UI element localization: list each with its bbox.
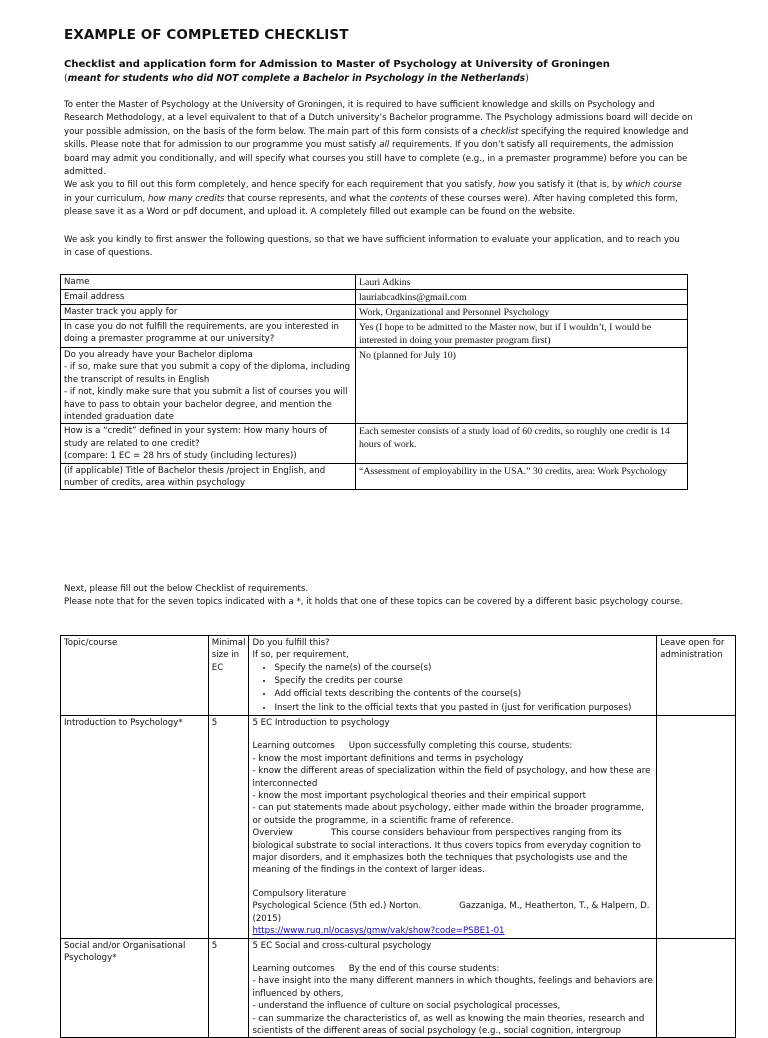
table-row — [61, 424, 688, 463]
intro-line-how: We ask you to fill out this form completely, and hence specify for each requirement that you satisfy, how you satisfy it (that is, by which course — [64, 180, 682, 191]
intro-line-credits: in your curriculum, how many credits that course represents, and what the contents of these courses were). After having completed this form, — [64, 193, 678, 204]
admin-cell — [657, 716, 736, 939]
header-fulfill: Do you fulfill this? If so, per requirement, • Specify the name(s) of the course(s) • Specify the credits per course • Add official texts describing the contents of the course(s) • Insert the link to the official texts that you pasted in (just for verification purposes) — [249, 636, 657, 716]
answer-cell: No (planned for July 10) — [356, 348, 688, 424]
question-cell: (if applicable) Title of Bachelor thesis /project in English, and number of credits, area within psychology — [61, 463, 356, 490]
list-item: • Specify the credits per course — [274, 675, 653, 688]
min-size-cell: 5 — [208, 716, 249, 939]
course-description-cell: 5 EC Introduction to psychology Learning outcomes Upon successfully completing this course, students: - know the most important definitions and terms in psychology - know the different areas of specialization within the field of psychology, and how these are interconnected - know the most important psychological theories and their empirical support - can put statements made about psychology, either made within the broader programme, or outside the programme, in a scientific frame of reference. Overview This course considers behaviour from perspectives ranging from its biological substrate to social interactions. It thus covers topics from everyday cognition to major disorders, and it emphasizes both the techniques that psychologists use and the meaning of the findings in the context of larger ideas. Compulsory literature Psychological Science (5th ed.) Norton. Gazzaniga, M., Heatherton, T., & Halpern, D. (2015) https://www.rug.nl/ocasys/gmw/vak/show?code=PSBE1-01 — [249, 716, 657, 939]
question-cell: How is a “credit” defined in your system: How many hours of study are related to one credit? (compare: 1 EC = 28 hrs of study (including lectures)) — [61, 424, 356, 463]
intro-paragraph: To enter the Master of Psychology at the University of Groningen, it is required to have sufficient knowledge and skills on Psychology and Research Methodology, at a level equivalent to that of a Dutch university’s Bachelor programme. The Psychology admissions board will decide on your possible admission, on the basis of the form below. The main part of this form consists of a checklist specifying the required knowledge and skills. Please note that for admission to our programme you must satisfy all requirements. If you don’t satisfy all requirements, the admission board may admit you conditionally, and will specify what courses you still have to complete (e.g., in a premaster programme) before you can be admitted. We ask you to fill out this form completely, and hence specify for each requirement that you satisfy, how you satisfy it (that is, by which course in your curriculum, how many credits that course represents, and what the contents of these courses were). After having completed this form, please save it as a Word or pdf document, and upload it. A completely filled out example can be found on the website. — [64, 99, 714, 220]
header-admin: Leave open for administration — [657, 636, 736, 716]
intro-line-all: skills. Please note that for admission to our programme you must satisfy all requirements. If you don’t satisfy all requirements, the admission — [64, 140, 674, 151]
answer-cell: “Assessment of employability in the USA.” 30 credits, area: Work Psychology — [356, 463, 688, 490]
course-link[interactable]: https://www.rug.nl/ocasys/gmw/vak/show?code=PSBE1-01 — [252, 926, 505, 937]
admin-cell — [657, 938, 736, 1038]
list-item: • Insert the link to the official texts that you pasted in (just for verification purposes) — [274, 702, 653, 715]
document-subnote: (meant for students who did NOT complete a Bachelor in Psychology in the Netherlands) — [64, 73, 529, 84]
table-row — [61, 275, 688, 290]
answer-cell: Lauri Adkins — [356, 275, 688, 290]
answer-cell: lauriabcadkins@gmail.com — [356, 290, 688, 305]
question-cell: Name — [61, 275, 356, 290]
header-topic: Topic/course — [61, 636, 209, 716]
table-row — [61, 463, 688, 490]
question-cell: Email address — [61, 290, 356, 305]
table-row — [61, 348, 688, 424]
checklist-intro-paragraph: Next, please fill out the below Checklist of requirements. Please note that for the seven topics indicated with a *, it holds that one of these topics can be covered by a different basic psychology course. — [64, 584, 683, 608]
list-item: • Specify the name(s) of the course(s) — [274, 662, 653, 675]
min-size-cell: 5 — [208, 938, 249, 1038]
answer-cell: Yes (I hope to be admitted to the Master now, but if I wouldn’t, I would be interested in doing your premaster program first) — [356, 320, 688, 348]
requirements-checklist-table — [60, 635, 736, 1038]
document-subtitle: Checklist and application form for Admission to Master of Psychology at University of Groningen — [64, 59, 610, 70]
topic-cell: Social and/or Organisational Psychology* — [61, 938, 209, 1038]
answer-cell: Each semester consists of a study load of 60 credits, so roughly one credit is 14 hours of work. — [356, 424, 688, 463]
requirement-bullet-list — [252, 662, 653, 715]
table-row — [61, 716, 736, 939]
table-row — [61, 305, 688, 320]
questions-intro-paragraph: We ask you kindly to first answer the following questions, so that we have sufficient information to evaluate your application, and to reach you in case of questions. — [64, 235, 680, 259]
page-title: EXAMPLE OF COMPLETED CHECKLIST — [64, 27, 349, 43]
topic-cell: Introduction to Psychology* — [61, 716, 209, 939]
question-cell: Master track you apply for — [61, 305, 356, 320]
course-description-cell: 5 EC Social and cross-cultural psychology Learning outcomes By the end of this course students: - have insight into the many different manners in which thoughts, feelings and behaviors are influenced by others, - understand the influence of culture on social psychological processes, - can summarize the characteristics of, as well as knowing the main theories, research and scientists of the different areas of social psychology (e.g., social cognition, intergroup — [249, 938, 657, 1038]
table-row — [61, 290, 688, 305]
table-row — [61, 320, 688, 348]
list-item: • Add official texts describing the contents of the course(s) — [274, 688, 653, 701]
question-cell: In case you do not fulfill the requirements, are you interested in doing a premaster programme at our university? — [61, 320, 356, 348]
question-cell: Do you already have your Bachelor diploma - if so, make sure that you submit a copy of the diploma, including the transcript of results in English - if not, kindly make sure that you submit a list of courses you will have to pass to obtain your bachelor degree, and mention the intended graduation date — [61, 348, 356, 424]
applicant-info-table — [60, 274, 688, 490]
answer-cell: Work, Organizational and Personnel Psychology — [356, 305, 688, 320]
checklist-header-row — [61, 636, 736, 716]
intro-line-checklist: your possible admission, on the basis of the form below. The main part of this form consists of a checklist specifying the required knowledge and — [64, 126, 689, 137]
table-row — [61, 938, 736, 1038]
header-min-size: Minimal size in EC — [208, 636, 249, 716]
